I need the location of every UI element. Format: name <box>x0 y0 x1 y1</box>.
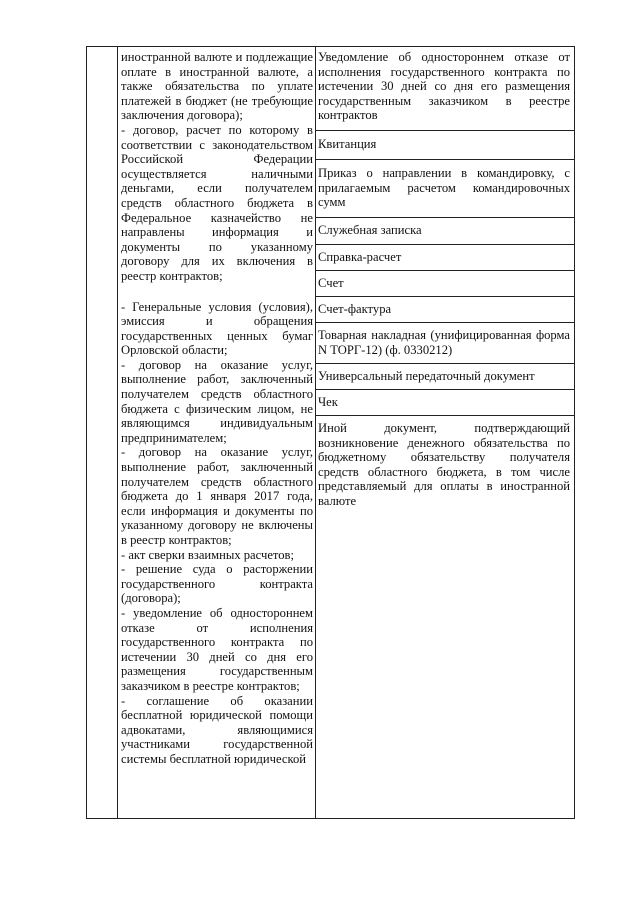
right-cell: Товарная накладная (унифицированная форма N ТОРГ-12) (ф. 0330212) <box>318 328 570 357</box>
paragraph: - договор на оказание услуг, выполнение работ, заключенный получателем средств областного бюджета с физическим лицом, не являющимся индивидуальным предпринимателем; <box>121 357 313 445</box>
document-types-cell <box>121 50 313 767</box>
row-separator <box>315 217 574 218</box>
right-cell: Универсальный передаточный документ <box>318 369 535 383</box>
paragraph: - договор на оказание услуг, выполнение работ, заключенный получателем средств областного бюджета до 1 января 2017 года, если информация и документы по указанному договору не включены в реестр контрактов; <box>121 445 313 547</box>
paragraph: - договор, расчет по которому в соответствии с законодательством Российской Федерации осуществляется наличными деньгами, если получателем средств областного бюджета в Федеральное казначейство не направлены информация и документы по указанному договору для их включения в реестр контрактов; <box>121 122 313 283</box>
paragraph: - решение суда о расторжении государственного контракта (договора); <box>121 562 313 606</box>
table-bottom-border <box>86 818 575 819</box>
column-divider-1 <box>117 46 118 819</box>
column-divider-2 <box>315 46 316 819</box>
paragraph: - соглашение об оказании бесплатной юридической помощи адвокатами, являющимися участниками государственной системы бесплатной юридической <box>121 693 313 766</box>
paragraph-gap <box>121 284 313 300</box>
row-separator <box>315 415 574 416</box>
row-separator <box>315 322 574 323</box>
row-separator <box>315 244 574 245</box>
paragraph: - Генеральные условия (условия), эмиссия и обращения государственных ценных бумаг Орловской области; <box>121 299 313 358</box>
right-cell: Чек <box>318 395 338 409</box>
row-separator <box>315 389 574 390</box>
right-cell: Квитанция <box>318 137 377 151</box>
row-separator <box>315 296 574 297</box>
right-cell: Служебная записка <box>318 223 422 237</box>
right-cell: Счет-фактура <box>318 302 392 316</box>
row-separator <box>315 159 574 160</box>
row-separator <box>315 270 574 271</box>
right-cell: Справка-расчет <box>318 250 402 264</box>
row-separator <box>315 363 574 364</box>
table-top-border <box>86 46 575 47</box>
right-cell: Приказ о направлении в командировку, с прилагаемым расчетом командировочных сумм <box>318 166 570 210</box>
paragraph: иностранной валюте и подлежащие оплате в иностранной валюте, а также обязательства по уплате платежей в бюджет (не требующие заключения договора); <box>121 50 313 123</box>
right-cell: Уведомление об одностороннем отказе от исполнения государственного контракта по истечении 30 дней со дня его размещения государственным заказчиком в реестре контрактов <box>318 50 570 123</box>
row-separator <box>315 130 574 131</box>
table-right-border <box>574 46 575 819</box>
right-cell: Счет <box>318 276 344 290</box>
paragraph: - уведомление об одностороннем отказе от исполнения государственного контракта по истечении 30 дней со дня его размещения государственным заказчиком в реестре контрактов; <box>121 605 313 693</box>
right-cell: Иной документ, подтверждающий возникновение денежного обязательства по бюджетному обязательству получателя средств областного бюджета, в том числе представляемый для оплаты в иностранной валюте <box>318 421 570 508</box>
table-left-border <box>86 46 87 819</box>
paragraph: - акт сверки взаимных расчетов; <box>121 547 294 562</box>
